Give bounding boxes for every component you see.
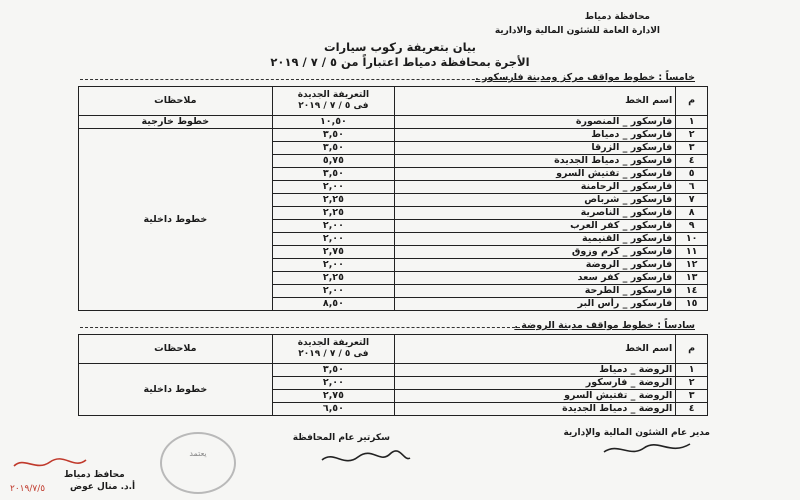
section1-fare-table xyxy=(78,86,708,311)
fare-value: ٦,٥٠ xyxy=(272,403,395,416)
notes-internal-lines: خطوط داخلية xyxy=(79,129,273,311)
fare-header-label: التعريفة الجديدة xyxy=(297,338,370,348)
route-name: فارسكور _ رأس البر xyxy=(395,298,676,311)
route-name: فارسكور _ كفر العرب xyxy=(395,220,676,233)
table-header-row xyxy=(79,87,708,116)
fare-value: ٨,٥٠ xyxy=(272,298,395,311)
column-header-fare xyxy=(272,87,395,116)
department-header: الادارة العامة للشئون المالية والادارية xyxy=(494,26,660,36)
column-header-number: م xyxy=(676,335,708,364)
secretary-signature-scribble xyxy=(318,448,413,470)
fare-value: ٢,٠٠ xyxy=(272,377,395,390)
governorate-header: محافظة دمياط xyxy=(584,12,650,22)
fare-value: ٣,٥٠ xyxy=(272,364,395,377)
fare-value: ٢,٢٥ xyxy=(272,207,395,220)
fare-header-label: التعريفة الجديدة xyxy=(297,90,370,100)
row-number: ٧ xyxy=(676,194,708,207)
column-header-notes: ملاحظات xyxy=(79,335,273,364)
fare-value: ٥,٧٥ xyxy=(272,155,395,168)
table-header-row xyxy=(79,335,708,364)
fare-value: ٢,٢٥ xyxy=(272,272,395,285)
row-number: ٣ xyxy=(676,390,708,403)
director-signature-title: مدير عام الشئون المالية والإدارية xyxy=(563,428,710,438)
route-name: الروضة _ دمياط الجديدة xyxy=(395,403,676,416)
row-number: ١ xyxy=(676,364,708,377)
route-name: فارسكور _ القنيمية xyxy=(395,233,676,246)
route-name: فارسكور _ شرباص xyxy=(395,194,676,207)
governor-title: محافظ دمياط xyxy=(64,470,125,480)
fare-value: ٣,٥٠ xyxy=(272,129,395,142)
route-name: الروضة _ تفتيش السرو xyxy=(395,390,676,403)
row-number: ١٤ xyxy=(676,285,708,298)
row-number: ١١ xyxy=(676,246,708,259)
section2-fare-table xyxy=(78,334,708,416)
fare-value: ٢,٠٠ xyxy=(272,220,395,233)
route-name: فارسكور _ كفر سعد xyxy=(395,272,676,285)
notes-external-lines: خطوط خارجية xyxy=(79,116,273,129)
fare-header-date: فى ٥ / ٧ / ٢٠١٩ xyxy=(298,349,369,359)
fare-value: ٣,٥٠ xyxy=(272,142,395,155)
fare-value: ٢,٠٠ xyxy=(272,233,395,246)
fare-value: ٣,٥٠ xyxy=(272,168,395,181)
fare-value: ٢,٠٠ xyxy=(272,285,395,298)
stamp-label: يعتمد xyxy=(189,449,207,458)
route-name: الروضة _ فارسكور xyxy=(395,377,676,390)
fare-value: ٢,٠٠ xyxy=(272,259,395,272)
fare-value: ١٠,٥٠ xyxy=(272,116,395,129)
row-number: ٤ xyxy=(676,155,708,168)
director-signature-scribble xyxy=(600,438,695,460)
row-number: ٤ xyxy=(676,403,708,416)
route-name: فارسكور _ دمياط الجديدة xyxy=(395,155,676,168)
row-number: ٢ xyxy=(676,377,708,390)
document-title-line1: بيان بتعريفة ركوب سيارات xyxy=(324,40,476,54)
row-number: ٣ xyxy=(676,142,708,155)
row-number: ٢ xyxy=(676,129,708,142)
section2-rule xyxy=(80,327,520,328)
column-header-fare xyxy=(272,335,395,364)
date-scribble: ٢٠١٩/٧/٥ xyxy=(10,484,46,494)
route-name: فارسكور _ الناصرية xyxy=(395,207,676,220)
fare-value: ٢,٧٥ xyxy=(272,390,395,403)
route-name: فارسكور _ الزرقا xyxy=(395,142,676,155)
route-name: فارسكور _ المنصورة xyxy=(395,116,676,129)
section2-heading: سادساً : خطوط مواقف مدينة الروضة . xyxy=(514,320,695,331)
section1-rule xyxy=(80,79,520,80)
route-name: فارسكور _ تفتيش السرو xyxy=(395,168,676,181)
route-name: الروضة _ دمياط xyxy=(395,364,676,377)
route-name: فارسكور _ كرم وزوق xyxy=(395,246,676,259)
row-number: ٩ xyxy=(676,220,708,233)
route-name: فارسكور _ الرحامنة xyxy=(395,181,676,194)
row-number: ١ xyxy=(676,116,708,129)
fare-value: ٢,٢٥ xyxy=(272,194,395,207)
governor-signature-scribble xyxy=(10,454,90,474)
route-name: فارسكور _ دمياط xyxy=(395,129,676,142)
row-number: ١٣ xyxy=(676,272,708,285)
section1-heading: خامساً : خطوط مواقف مركز ومدينة فارسكور . xyxy=(475,72,695,83)
document-title-line2: الأجرة بمحافظة دمياط اعتباراً من ٥ / ٧ / ٢٠١٩ xyxy=(270,55,530,69)
column-header-route: اسم الخط xyxy=(395,335,676,364)
row-number: ٦ xyxy=(676,181,708,194)
route-name: فارسكور _ الطرحة xyxy=(395,285,676,298)
governor-name: أ.د. منال عوض xyxy=(70,482,136,492)
column-header-route: اسم الخط xyxy=(395,87,676,116)
fare-value: ٢,٧٥ xyxy=(272,246,395,259)
row-number: ١٠ xyxy=(676,233,708,246)
official-stamp xyxy=(160,432,236,494)
table-row xyxy=(79,116,708,129)
fare-header-date: فى ٥ / ٧ / ٢٠١٩ xyxy=(298,101,369,111)
row-number: ٨ xyxy=(676,207,708,220)
fare-value: ٢,٠٠ xyxy=(272,181,395,194)
table-row xyxy=(79,129,708,142)
row-number: ٥ xyxy=(676,168,708,181)
table-row xyxy=(79,364,708,377)
column-header-number: م xyxy=(676,87,708,116)
route-name: فارسكور _ الروضة xyxy=(395,259,676,272)
secretary-signature-title: سكرتير عام المحافظة xyxy=(292,433,390,443)
notes-internal-lines: خطوط داخلية xyxy=(79,364,273,416)
column-header-notes: ملاحظات xyxy=(79,87,273,116)
row-number: ١٢ xyxy=(676,259,708,272)
row-number: ١٥ xyxy=(676,298,708,311)
